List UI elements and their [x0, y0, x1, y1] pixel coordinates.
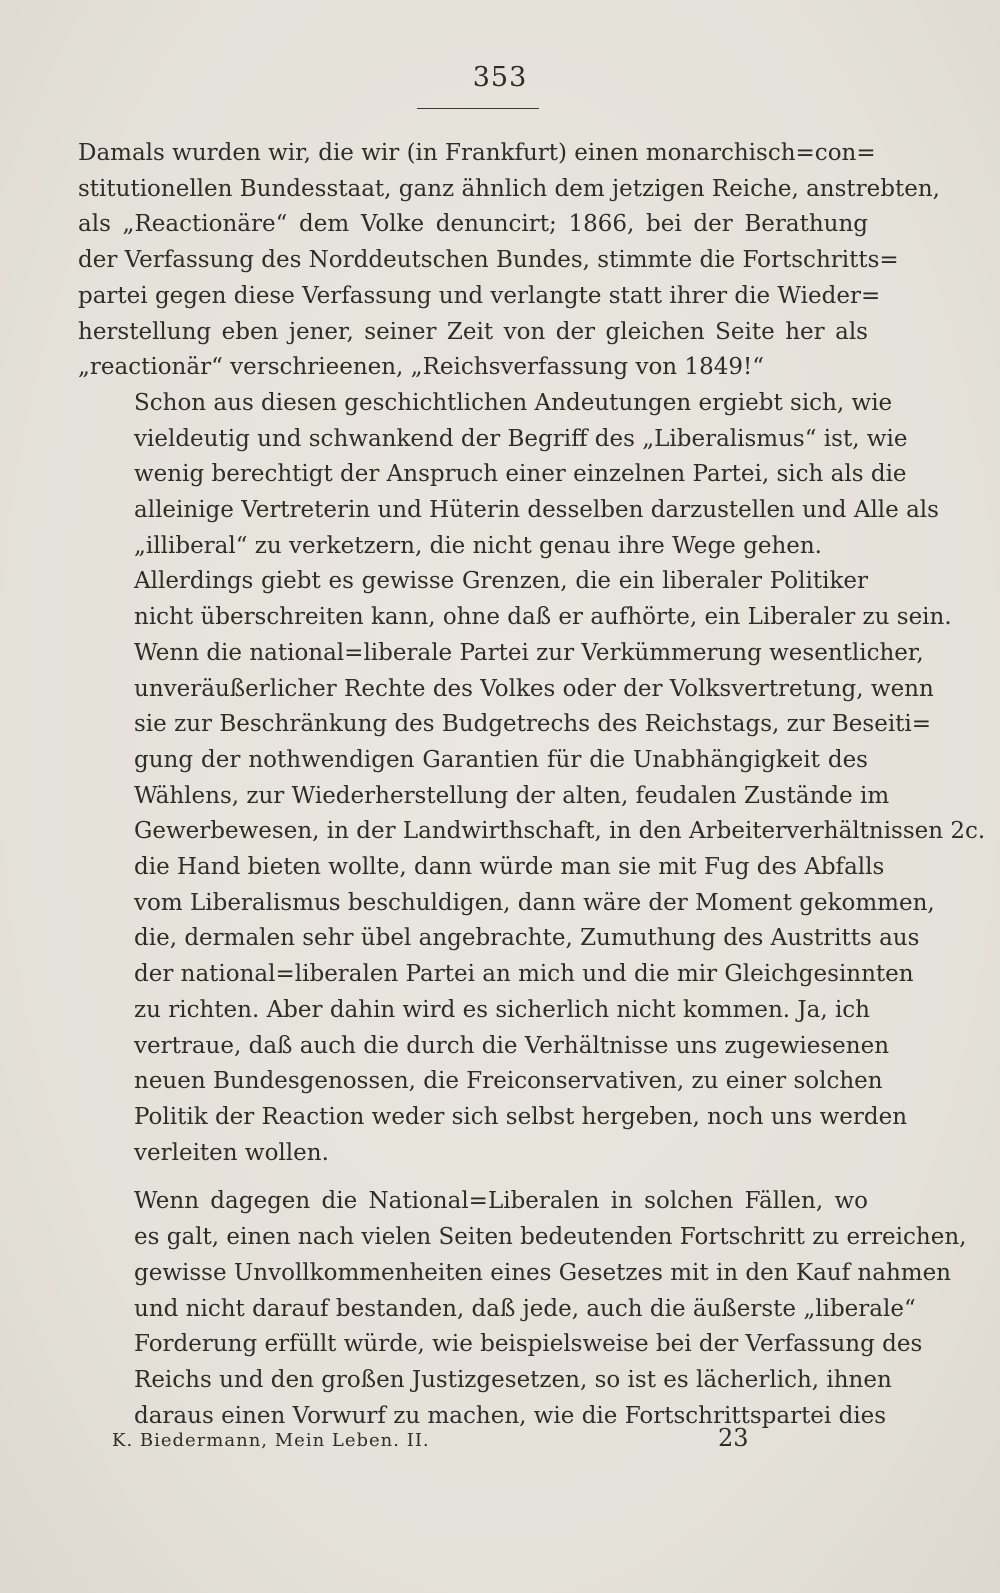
text-line: Damals wurden wir, die wir (in Frankfurt) einen monarchisch=con= [78, 140, 876, 166]
text-line: es galt, einen nach vielen Seiten bedeutenden Fortschritt zu erreichen, [134, 1224, 967, 1251]
header-rule [417, 108, 539, 109]
text-line: Wählens, zur Wiederherstellung der alten, feudalen Zustände im [134, 782, 890, 809]
text-line: herstellung eben jener, seiner Zeit von der gleichen Seite her als [78, 318, 868, 345]
body-text [78, 136, 986, 1434]
text-line: partei gegen diese Verfassung und verlangte statt ihrer die Wieder= [78, 282, 881, 309]
text-line: als „Reactionäre“ dem Volke denuncirt; 1866, bei der Berathung [78, 211, 868, 238]
text-line: daraus einen Vorwurf zu machen, wie die Fortschrittspartei dies [134, 1402, 887, 1429]
text-line: Wenn dagegen die National=Liberalen in solchen Fällen, wo [134, 1188, 868, 1215]
text-line: Politik der Reaction weder sich selbst hergeben, noch uns werden [134, 1103, 908, 1130]
footer-author-title: K. Biedermann, Mein Leben. II. [112, 1430, 430, 1451]
text-line: und nicht darauf bestanden, daß jede, auch die äußerste „liberale“ [134, 1295, 916, 1322]
text-line: sie zur Beschränkung des Budgetrechs des Reichstags, zur Beseiti= [134, 711, 932, 738]
text-line: „reactionär“ verschrieenen, „Reichsverfassung von 1849!“ [78, 354, 764, 381]
text-line: Schon aus diesen geschichtlichen Andeutungen ergiebt sich, wie [134, 389, 893, 416]
text-line: verleiten wollen. [134, 1139, 329, 1166]
text-line: alleinige Vertreterin und Hüterin desselben darzustellen und Alle als [134, 497, 939, 524]
text-line: stitutionellen Bundesstaat, ganz ähnlich dem jetzigen Reiche, anstrebten, [78, 175, 940, 202]
text-line: gung der nothwendigen Garantien für die Unabhängigkeit des [134, 746, 868, 773]
text-line: neuen Bundesgenossen, die Freiconservativen, zu einer solchen [134, 1068, 883, 1095]
text-line: zu richten. Aber dahin wird es sicherlich nicht kommen. Ja, ich [134, 996, 870, 1023]
text-line: der Verfassung des Norddeutschen Bundes, stimmte die Fortschritts= [78, 247, 899, 274]
text-line: der national=liberalen Partei an mich und die mir Gleichgesinnten [134, 961, 914, 988]
text-line: Forderung erfüllt würde, wie beispielsweise bei der Verfassung des [134, 1331, 923, 1358]
footer-signature-mark: 23 [718, 1424, 749, 1452]
text-line: „illiberal“ zu verketzern, die nicht genau ihre Wege gehen. [134, 532, 822, 559]
text-line: Reichs und den großen Justizgesetzen, so ist es lächerlich, ihnen [134, 1366, 892, 1393]
text-line: wenig berechtigt der Anspruch einer einzelnen Partei, sich als die [134, 461, 907, 488]
page-number: 353 [472, 62, 528, 93]
text-line: Gewerbewesen, in der Landwirthschaft, in den Arbeiterverhältnissen 2c. [134, 818, 986, 845]
text-line: die Hand bieten wollte, dann würde man sie mit Fug des Abfalls [134, 854, 885, 881]
paragraph [78, 564, 986, 1171]
paragraph [78, 1184, 967, 1434]
text-line: gewisse Unvollkommenheiten eines Gesetzes mit in den Kauf nahmen [134, 1259, 951, 1286]
text-line: vieldeutig und schwankend der Begriff des „Liberalismus“ ist, wie [134, 425, 908, 452]
paragraph [78, 386, 939, 565]
text-line: nicht überschreiten kann, ohne daß er aufhörte, ein Liberaler zu sein. [134, 604, 952, 631]
paragraph [78, 136, 940, 386]
text-line: vertraue, daß auch die durch die Verhältnisse uns zugewiesenen [134, 1032, 890, 1059]
text-line: Wenn die national=liberale Partei zur Verkümmerung wesentlicher, [134, 639, 924, 666]
text-line: vom Liberalismus beschuldigen, dann wäre der Moment gekommen, [134, 889, 935, 916]
text-line: Allerdings giebt es gewisse Grenzen, die ein liberaler Politiker [134, 568, 868, 595]
text-line: unveräußerlicher Rechte des Volkes oder der Volksvertretung, wenn [134, 675, 934, 702]
page-footer [0, 1424, 1000, 1458]
text-line: die, dermalen sehr übel angebrachte, Zumuthung des Austritts aus [134, 925, 920, 952]
